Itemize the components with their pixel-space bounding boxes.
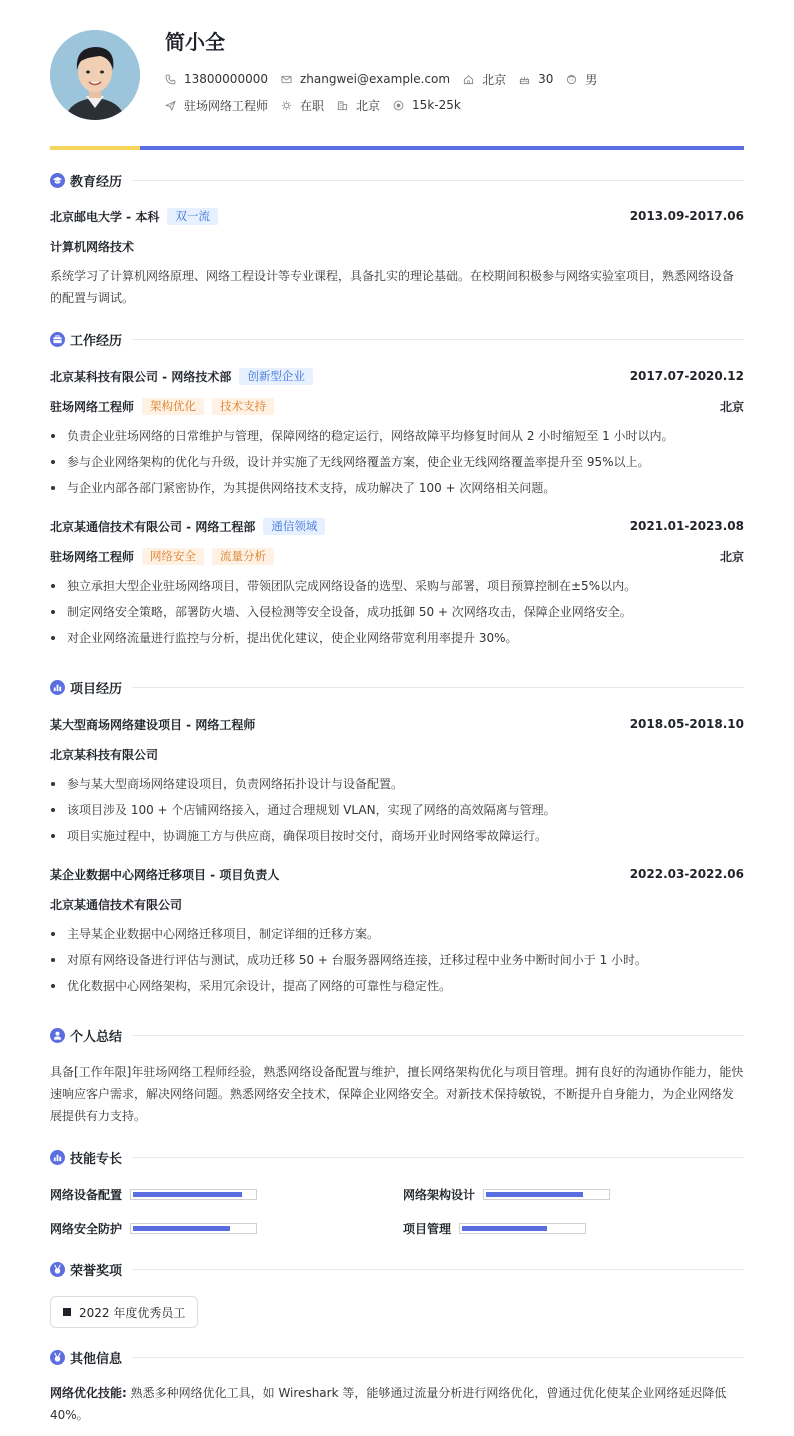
section-summary <box>50 1025 744 1045</box>
section-title-text: 荣誉奖项 <box>70 1263 123 1279</box>
project-bullet: 优化数据中心网络架构，采用冗余设计，提高了网络的可靠性与稳定性。 <box>50 977 744 995</box>
work-location: 北京 <box>719 399 744 414</box>
section-work <box>50 329 744 349</box>
coin-icon <box>393 100 404 111</box>
work-period: 2017.07-2020.12 <box>629 369 744 383</box>
project-title: 某大型商场网络建设项目 - 网络工程师 <box>50 717 256 732</box>
user-icon <box>50 1028 65 1043</box>
skill-bar <box>130 1189 257 1200</box>
project-bullet: 对原有网络设备进行评估与测试，成功迁移 50 + 台服务器网络连接，迁移过程中业务中断时间小于 1 小时。 <box>50 951 744 969</box>
medal-icon <box>50 1262 65 1277</box>
avatar <box>50 30 140 120</box>
job-row <box>165 96 474 114</box>
project-bullet: 主导某企业数据中心网络迁移项目，制定详细的迁移方案。 <box>50 925 744 943</box>
education-header-row <box>50 207 744 225</box>
bar-chart-icon <box>50 1150 65 1165</box>
mail-icon <box>281 74 292 85</box>
school-tag: 双一流 <box>167 208 218 225</box>
header-divider <box>50 146 744 150</box>
section-title-text: 个人总结 <box>70 1029 123 1045</box>
email-item <box>281 72 450 86</box>
skill-name: 网络架构设计 <box>403 1187 476 1202</box>
section-title-text: 技能专长 <box>70 1151 123 1167</box>
candidate-name: 简小全 <box>165 30 225 54</box>
section-skills <box>50 1147 744 1167</box>
location-item <box>463 71 506 88</box>
email-text: zhangwei@example.com <box>299 72 451 86</box>
gender-icon <box>566 74 577 85</box>
award-chip <box>50 1296 198 1328</box>
cake-icon <box>519 74 530 85</box>
age-text: 30 <box>538 72 554 86</box>
education-period: 2013.09-2017.06 <box>629 209 744 223</box>
gender-text: 男 <box>585 72 598 87</box>
work-bullet: 对企业网络流量进行监控与分析，提出优化建议，使企业网络带宽利用率提升 30%。 <box>50 629 744 647</box>
work-header-row <box>50 367 744 385</box>
work-role: 驻场网络工程师 <box>50 399 135 414</box>
section-other <box>50 1347 744 1367</box>
phone-item <box>165 72 268 86</box>
project-bullet: 参与某大型商场网络建设项目，负责网络拓扑设计与设备配置。 <box>50 775 744 793</box>
skill-bar-fill <box>462 1226 547 1231</box>
resume-header <box>50 30 744 120</box>
work-company: 北京某科技有限公司 - 网络技术部 <box>50 369 232 384</box>
skill-bar <box>130 1223 257 1234</box>
role-tag: 流量分析 <box>212 548 274 565</box>
other-info-label: 网络优化技能: <box>50 1386 127 1400</box>
work-bullet: 负责企业驻场网络的日常维护与管理，保障网络的稳定运行，网络故障平均修复时间从 2 小时缩短至 1 小时以内。 <box>50 427 744 445</box>
role-tag: 架构优化 <box>142 398 204 415</box>
role-tag: 技术支持 <box>212 398 274 415</box>
skill-item <box>403 1185 610 1203</box>
other-info-text: 熟悉多种网络优化工具，如 Wireshark 等，能够通过流量分析进行网络优化，曾通过优化使某企业网络延迟降低 40%。 <box>50 1386 727 1422</box>
project-bullet: 项目实施过程中，协调施工方与供应商，确保项目按时交付，商场开业时网络零故障运行。 <box>50 827 744 845</box>
status-icon <box>281 100 292 111</box>
skill-bar-fill <box>486 1192 583 1197</box>
other-info <box>50 1382 744 1426</box>
skill-name: 网络设备配置 <box>50 1187 123 1202</box>
school-name: 北京邮电大学 - 本科 <box>50 209 160 224</box>
summary-text: 具备[工作年限]年驻场网络工程师经验，熟悉网络设备配置与维护，擅长网络架构优化与项目管理。拥有良好的沟通协作能力，能快速响应客户需求，解决网络问题。熟悉网络安全技术，保障企业网络安全。对新技术保持敏锐，不断提升自身能力，为企业网络发展提供有力支持。 <box>50 1065 744 1123</box>
education-major-row <box>50 237 744 255</box>
section-honors <box>50 1259 744 1279</box>
skill-bar-fill <box>133 1192 242 1197</box>
major-name: 计算机网络技术 <box>50 239 135 254</box>
project-company-row <box>50 895 744 913</box>
work-bullet: 与企业内部各部门紧密协作，为其提供网络技术支持，成功解决了 100 + 次网络相关问题。 <box>50 479 744 497</box>
project-company-row <box>50 745 744 763</box>
section-projects <box>50 677 744 697</box>
section-title-text: 项目经历 <box>70 681 123 697</box>
company-tag: 创新型企业 <box>239 368 313 385</box>
project-period: 2022.03-2022.06 <box>629 867 744 881</box>
work-bullet: 参与企业网络架构的优化与升级，设计并实施了无线网络覆盖方案，使企业无线网络覆盖率提升至 95%以上。 <box>50 453 744 471</box>
skill-item <box>50 1185 257 1203</box>
project-header-row <box>50 865 744 883</box>
medal-icon <box>50 1350 65 1365</box>
section-education <box>50 170 744 190</box>
work-header-row <box>50 517 744 535</box>
award-text: 2022 年度优秀员工 <box>79 1305 186 1320</box>
skill-name: 项目管理 <box>403 1221 452 1236</box>
work-bullet: 独立承担大型企业驻场网络项目，带领团队完成网络设备的选型、采购与部署，项目预算控制在±5%以内。 <box>50 577 744 595</box>
contact-row <box>165 70 610 88</box>
award-bullet-icon <box>63 1308 71 1316</box>
building-icon <box>337 100 348 111</box>
home-icon <box>463 74 474 85</box>
status-text: 在职 <box>300 98 325 113</box>
work-period: 2021.01-2023.08 <box>629 519 744 533</box>
salary-text: 15k-25k <box>412 98 461 112</box>
project-header-row <box>50 715 744 733</box>
work-role: 驻场网络工程师 <box>50 549 135 564</box>
status-item <box>281 97 324 114</box>
work-role-row <box>50 397 744 415</box>
work-company: 北京某通信技术有限公司 - 网络工程部 <box>50 519 256 534</box>
skill-bar-fill <box>133 1226 230 1231</box>
work-bullet: 制定网络安全策略，部署防火墙、入侵检测等安全设备，成功抵御 50 + 次网络攻击，保障企业网络安全。 <box>50 603 744 621</box>
project-company: 北京某通信技术有限公司 <box>50 897 183 912</box>
job-title-item <box>165 97 268 114</box>
skill-item <box>403 1219 586 1237</box>
briefcase-icon <box>50 332 65 347</box>
section-title-text: 工作经历 <box>70 333 123 349</box>
role-tag: 网络安全 <box>142 548 204 565</box>
city-item <box>337 97 380 114</box>
location-text: 北京 <box>482 72 507 87</box>
phone-icon <box>165 74 176 85</box>
skill-bar <box>459 1223 586 1234</box>
work-role-row <box>50 547 744 565</box>
gender-item <box>566 71 597 88</box>
salary-item <box>393 98 461 112</box>
education-description: 系统学习了计算机网络原理、网络工程设计等专业课程，具备扎实的理论基础。在校期间积极参与网络实验室项目，熟悉网络设备的配置与调试。 <box>50 269 735 305</box>
phone-text: 13800000000 <box>184 72 268 86</box>
job-title-text: 驻场网络工程师 <box>184 98 269 113</box>
project-company: 北京某科技有限公司 <box>50 747 159 762</box>
work-location: 北京 <box>719 549 744 564</box>
section-title-text: 其他信息 <box>70 1351 123 1367</box>
graduation-cap-icon <box>50 173 65 188</box>
age-item <box>519 72 553 86</box>
project-title: 某企业数据中心网络迁移项目 - 项目负责人 <box>50 867 280 882</box>
skill-item <box>50 1219 257 1237</box>
send-icon <box>165 100 176 111</box>
section-title-text: 教育经历 <box>70 174 123 190</box>
company-tag: 通信领域 <box>263 518 325 535</box>
project-period: 2018.05-2018.10 <box>629 717 744 731</box>
skill-name: 网络安全防护 <box>50 1221 123 1236</box>
city-text: 北京 <box>356 98 381 113</box>
skill-bar <box>483 1189 610 1200</box>
bar-chart-icon <box>50 680 65 695</box>
project-bullet: 该项目涉及 100 + 个店铺网络接入，通过合理规划 VLAN，实现了网络的高效隔离与管理。 <box>50 801 744 819</box>
